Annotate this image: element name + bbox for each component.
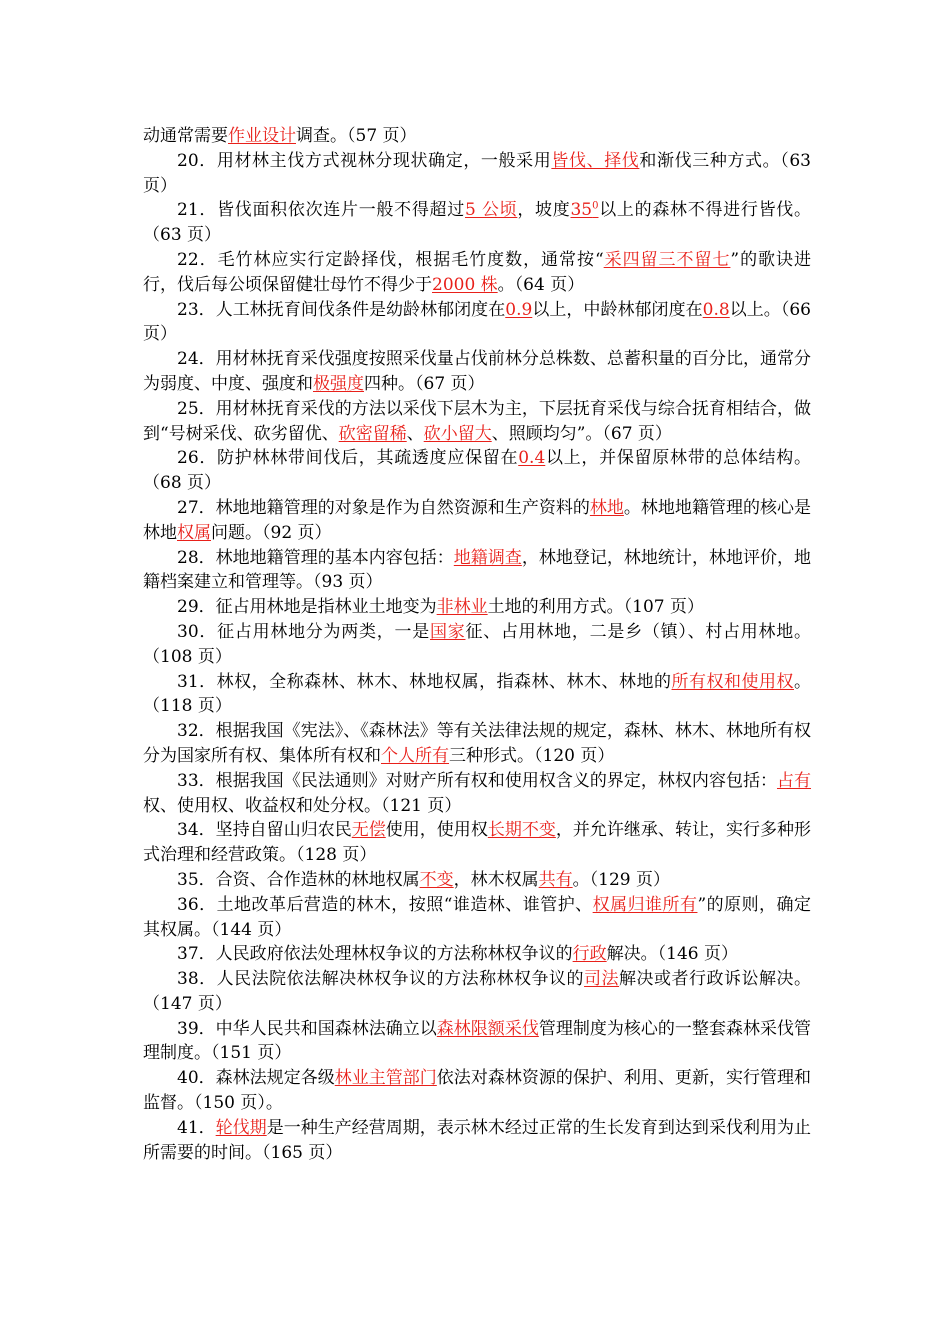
- question-text: 解决或者行政诉讼解决。（147 页）: [143, 969, 812, 1014]
- question-text: 问题。（92 页）: [211, 522, 332, 543]
- question-text: 动通常需要: [143, 126, 228, 146]
- question-item: [143, 818, 811, 868]
- question-item: [143, 967, 811, 1017]
- question-text: 24．用材林抚育采伐强度按照采伐量占伐前林分总株数、总蓄积量的百分比，通常分为弱度、中度、强度和: [143, 349, 811, 394]
- question-text: 20．用材林主伐方式视林分现状确定，一般采用: [177, 150, 552, 171]
- question-text: 权、使用权、收益权和处分权。（121 页）: [143, 795, 462, 816]
- answer-text: 极强度: [313, 373, 364, 394]
- question-text: ，并允许继承、转让，实行多种形式治理和经营政策。（128 页）: [143, 820, 812, 866]
- answer-text: 个人所有: [381, 745, 449, 766]
- question-item: [143, 942, 811, 967]
- question-text: 22．毛竹林应实行定龄择伐，根据毛竹度数，通常按“: [177, 249, 604, 270]
- question-item: [143, 298, 811, 348]
- question-item: [143, 1017, 811, 1067]
- answer-text: 砍密留稀: [338, 423, 407, 444]
- question-text: 。（64 页）: [497, 274, 585, 295]
- question-item: [143, 1116, 811, 1166]
- question-item: [143, 1066, 811, 1116]
- answer-text: 皆伐、择伐: [551, 150, 640, 171]
- question-text: 41．: [177, 1117, 216, 1138]
- question-text: 33．根据我国《民法通则》对财产所有权和使用权含义的界定，林权内容包括：: [177, 770, 777, 791]
- answer-text: 轮伐期: [215, 1117, 267, 1138]
- question-text: 以上，并保留原林带的总体结构。（68 页）: [143, 448, 811, 494]
- question-text: 、: [406, 423, 424, 444]
- question-item: [143, 620, 811, 670]
- question-text: ，林木权属: [453, 869, 539, 890]
- question-text: 三种形式。（120 页）: [449, 745, 615, 766]
- question-item: [143, 546, 811, 596]
- superscript: 0: [592, 200, 599, 212]
- answer-text: 所有权和使用权: [671, 671, 795, 692]
- question-text: ，林地登记，林地统计，林地评价，地籍档案建立和管理等。（93 页）: [143, 547, 812, 593]
- question-text: 39．中华人民共和国森林法确立以: [177, 1018, 437, 1039]
- answer-text: 长期不变: [487, 820, 556, 841]
- answer-text: 0.9: [505, 299, 533, 320]
- answer-text: 非林业: [436, 597, 488, 618]
- answer-text: 0.4: [518, 448, 546, 469]
- question-text: 37．人民政府依法处理林权争议的方法称林权争议的: [177, 944, 573, 965]
- question-text: 以上，中龄林郁闭度在: [532, 299, 703, 320]
- question-text: 使用，使用权: [385, 820, 488, 841]
- question-text: 征、占用林地，二是乡（镇）、村占用林地。（108 页）: [143, 621, 812, 667]
- question-item: [143, 397, 811, 447]
- answer-text: 作业设计: [228, 126, 296, 146]
- question-text: 32．根据我国《宪法》、《森林法》等有关法律法规的规定，森林、林木、林地所有权分为国家所有权、集体所有权和: [143, 721, 811, 766]
- question-text: 以上的森林不得进行皆伐。（63 页）: [143, 200, 812, 246]
- question-item: [143, 893, 811, 943]
- question-text: 土地的利用方式。（107 页）: [487, 597, 704, 618]
- question-item: [143, 719, 811, 769]
- question-text: 。（129 页）: [572, 869, 670, 890]
- question-text: 27．林地地籍管理的对象是作为自然资源和生产资料的: [177, 497, 590, 518]
- question-text: 和渐伐三种方式。（63 页）: [143, 150, 811, 196]
- question-text: 28．林地地籍管理的基本内容包括：: [177, 547, 454, 568]
- answer-text: 行政: [572, 944, 607, 965]
- question-text: 。林地地籍管理的核心是林地: [143, 497, 812, 543]
- question-text: 四种。（67 页）: [364, 373, 485, 394]
- answer-text: 不变: [419, 869, 454, 890]
- answer-text: 0.8: [702, 299, 730, 320]
- question-text: 是一种生产经营周期，表示林木经过正常的生长发育到达到采伐利用为止所需要的时间。（165 页）: [143, 1117, 811, 1163]
- answer-text: 权属: [177, 522, 211, 543]
- question-item: [143, 595, 811, 620]
- answer-text: 林地: [589, 497, 624, 518]
- answer-text: 地籍调查: [453, 547, 522, 568]
- question-item: [143, 496, 811, 546]
- question-text: 35．合资、合作造林的林地权属: [177, 869, 420, 890]
- question-item: [143, 149, 811, 199]
- question-item: [143, 198, 811, 248]
- question-text: 23．人工林抚育间伐条件是幼龄林郁闭度在: [177, 299, 506, 320]
- question-text: ”的歌诀进行，伐后每公顷保留健壮母竹不得少于: [143, 249, 811, 295]
- question-text: 38．人民法院依法解决林权争议的方法称林权争议的: [177, 969, 585, 990]
- question-text: 管理制度为核心的一整套森林采伐管理制度。（151 页）: [143, 1018, 811, 1064]
- question-item: [143, 769, 811, 819]
- answer-text: 2000 株: [432, 274, 498, 295]
- answer-text: 5 公顷: [464, 200, 518, 221]
- question-item: [143, 670, 811, 720]
- answer-text: 司法: [584, 969, 620, 990]
- answer-text: 占有: [776, 770, 811, 791]
- answer-text: 无偿: [351, 820, 386, 841]
- question-item: [143, 347, 811, 397]
- question-text: 36．土地改革后营造的林木，按照“谁造林、谁管护、: [177, 894, 593, 915]
- question-item: [143, 446, 811, 496]
- answer-text: 共有: [538, 869, 573, 890]
- question-item: [143, 248, 811, 298]
- question-text: ，坡度: [517, 200, 571, 221]
- question-text: 21．皆伐面积依次连片一般不得超过: [177, 200, 465, 221]
- question-text: 31．林权，全称森林、林木、林地权属，指森林、林木、林地的: [177, 671, 672, 692]
- document-body: [143, 124, 811, 1165]
- answer-text: $35^0$: [570, 200, 599, 221]
- question-text: 25．用材林抚育采伐的方法以采伐下层木为主，下层抚育采伐与综合抚育相结合，做到“号树采伐、砍劣留优、: [143, 398, 811, 444]
- answer-text: 国家: [429, 621, 466, 642]
- answer-text: 权属归谁所有: [592, 894, 698, 915]
- question-text: 40．森林法规定各级: [177, 1068, 335, 1089]
- question-item: [143, 868, 811, 893]
- question-text: 以上。（66 页）: [143, 299, 811, 345]
- answer-text: 采四留三不留七: [603, 249, 731, 270]
- question-text: 29．征占用林地是指林业土地变为: [177, 597, 437, 618]
- question-text: 依法对森林资源的保护、利用、更新，实行管理和监督。（150 页）。: [143, 1068, 812, 1114]
- question-text: 26．防护林林带间伐后，其疏透度应保留在: [177, 448, 519, 469]
- question-text: 30．征占用林地分为两类，一是: [177, 621, 430, 642]
- question-text: 34．坚持自留山归农民: [177, 820, 352, 841]
- question-text: 解决。（146 页）: [606, 944, 738, 965]
- answer-text: 林业主管部门: [334, 1068, 437, 1089]
- answer-text: 森林限额采伐: [436, 1018, 539, 1039]
- question-text: 调查。（57 页）: [296, 126, 417, 146]
- question-text: 、照顾均匀”。（67 页）: [491, 423, 672, 444]
- answer-text: 砍小留大: [423, 423, 492, 444]
- question-item: [143, 124, 811, 149]
- question-text: ”的原则，确定其权属。（144 页）: [143, 894, 811, 940]
- question-text: 。（118 页）: [143, 671, 812, 717]
